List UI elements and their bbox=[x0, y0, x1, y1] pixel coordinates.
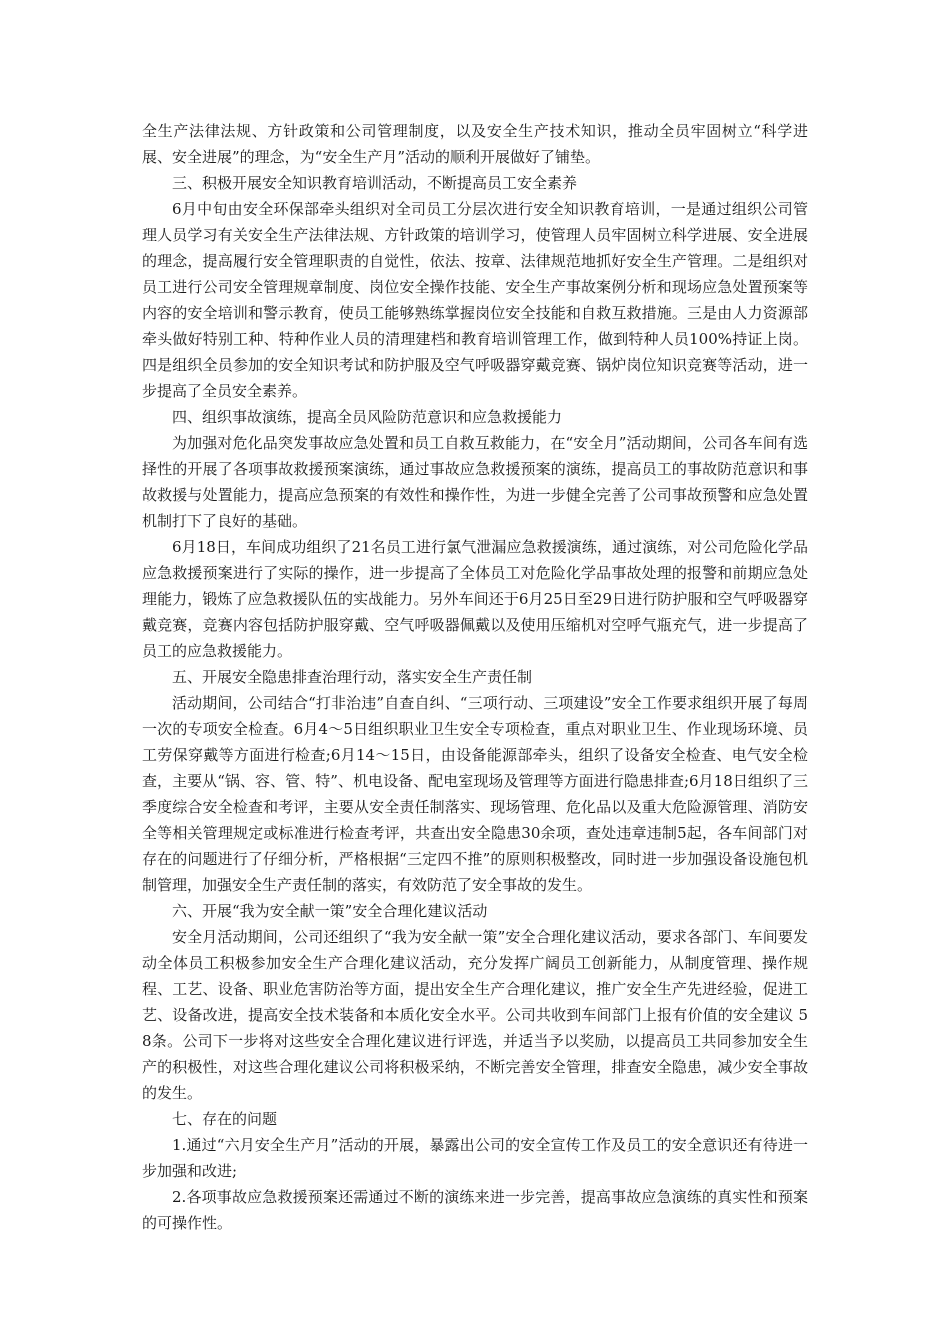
paragraph-drill-intro: 为加强对危化品突发事故应急处置和员工自救互救能力，在“安全月”活动期间，公司各车间有选择性的开展了各项事故救援预案演练，通过事故应急救援预案的演练，提高员工的事故防范意识和事故救援与处置能力，提高应急预案的有效性和操作性，为进一步健全完善了公司事故预警和应急处置机制打下了良好的基础。 bbox=[142, 434, 808, 530]
paragraph-suggestions: 安全月活动期间，公司还组织了“我为安全献一策”安全合理化建议活动，要求各部门、车间要发动全体员工积极参加安全生产合理化建议活动，充分发挥广阔员工创新能力，从制度管理、操作规程、工艺、设备、职业危害防治等方面，提出安全生产合理化建议，推广安全生产先进经验，促进工艺、设备改进，提高安全技术装备和本质化安全水平。公司共收到车间部门上报有价值的安全建议 58条。公司下一步将对这些安全合理化建议进行评选，并适当予以奖励，以提高员工共同参加安全生产的积极性，对这些合理化建议公司将积极采纳，不断完善安全管理，排查安全隐患，减少安全事故的发生。 bbox=[142, 928, 808, 1102]
paragraph-inspection: 活动期间，公司结合“打非治违”自查自纠、“三项行动、三项建设”安全工作要求组织开展了每周一次的专项安全检查。6月4～5日组织职业卫生安全专项检查，重点对职业卫生、作业现场环境、员工劳保穿戴等方面进行检查;6月14～15日，由设备能源部牵头，组织了设备安全检查、电气安全检查，主要从“锅、容、管、特”、机电设备、配电室现场及管理等方面进行隐患排查;6月18日组织了三季度综合安全检查和考评，主要从安全责任制落实、现场管理、危化品以及重大危险源管理、消防安全等相关管理规定或标准进行检查考评，共查出安全隐患30余项，查处违章违制5起，各车间部门对存在的问题进行了仔细分析，严格根据“三定四不推”的原则积极整改，同时进一步加强设备设施包机制管理，加强安全生产责任制的落实，有效防范了安全事故的发生。 bbox=[142, 694, 808, 894]
section-heading-4: 四、组织事故演练，提高全员风险防范意识和应急救援能力 bbox=[172, 408, 563, 426]
paragraph-drill-detail: 6月18日，车间成功组织了21名员工进行氯气泄漏应急救援演练，通过演练，对公司危险化学品应急救援预案进行了实际的操作，进一步提高了全体员工对危险化学品事故处理的报警和前期应急处理能力，锻炼了应急救援队伍的实战能力。另外车间还于6月25日至29日进行防护服和空气呼吸器穿戴竞赛，竞赛内容包括防护服穿戴、空气呼吸器佩戴以及使用压缩机对空呼气瓶充气，进一步提高了员工的应急救援能力。 bbox=[142, 538, 808, 660]
section-heading-5: 五、开展安全隐患排查治理行动，落实安全生产责任制 bbox=[172, 668, 533, 686]
paragraph-continuation: 全生产法律法规、方针政策和公司管理制度，以及安全生产技术知识，推动全员牢固树立“科学进展、安全进展”的理念，为“安全生产月”活动的顺利开展做好了铺垫。 bbox=[142, 122, 808, 166]
problem-item-2: 2.各项事故应急救援预案还需通过不断的演练来进一步完善，提高事故应急演练的真实性和预案的可操作性。 bbox=[142, 1188, 808, 1232]
section-heading-3: 三、积极开展安全知识教育培训活动，不断提高员工安全素养 bbox=[172, 174, 578, 192]
paragraph-training: 6月中旬由安全环保部牵头组织对全司员工分层次进行安全知识教育培训，一是通过组织公司管理人员学习有关安全生产法律法规、方针政策的培训学习，使管理人员牢固树立科学进展、安全进展的理念，提高履行安全管理职责的自觉性，依法、按章、法律规范地抓好安全生产管理。二是组织对员工进行公司安全管理规章制度、岗位安全操作技能、安全生产事故案例分析和现场应急处置预案等内容的安全培训和警示教育，使员工能够熟练掌握岗位安全技能和自救互救措施。三是由人力资源部牵头做好特别工种、特种作业人员的清理建档和教育培训管理工作，做到特种人员100%持证上岗。四是组织全员参加的安全知识考试和防护服及空气呼吸器穿戴竞赛、锅炉岗位知识竞赛等活动，进一步提高了全员安全素养。 bbox=[142, 200, 808, 400]
section-heading-7: 七、存在的问题 bbox=[172, 1110, 278, 1128]
problem-item-1: 1.通过“六月安全生产月”活动的开展，暴露出公司的安全宣传工作及员工的安全意识还有待进一步加强和改进; bbox=[142, 1136, 808, 1180]
section-heading-6: 六、开展“我为安全献一策”安全合理化建议活动 bbox=[172, 902, 488, 920]
